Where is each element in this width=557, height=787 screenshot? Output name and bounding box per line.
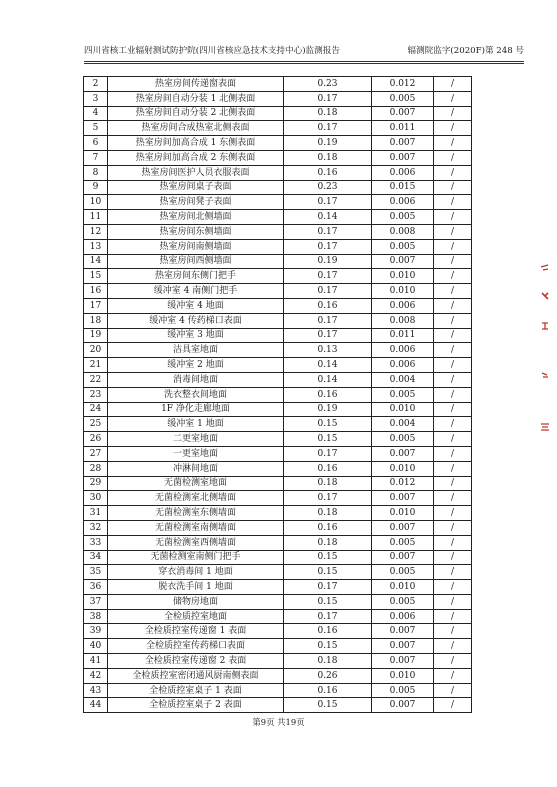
- table-row: [84, 372, 472, 387]
- measurement-location-cell: 热室房间合成热室北侧表面: [108, 121, 284, 136]
- gamma-dose-rate-cell: 0.19: [284, 402, 372, 417]
- row-number-cell: 33: [84, 535, 108, 550]
- row-number-cell: 41: [84, 654, 108, 669]
- row-number-cell: 13: [84, 239, 108, 254]
- table-row: [84, 313, 472, 328]
- measurement-location-cell: 无菌检测室北侧墙面: [108, 491, 284, 506]
- header-rule: [84, 61, 524, 62]
- row-number-cell: 32: [84, 520, 108, 535]
- remarks-cell: /: [434, 298, 472, 313]
- row-number-cell: 11: [84, 210, 108, 225]
- seal-mark-fragment: [540, 262, 550, 272]
- surface-contamination-cell: 0.006: [372, 358, 434, 373]
- measurement-location-cell: 热室房间加高合成 1 东侧表面: [108, 136, 284, 151]
- gamma-dose-rate-cell: 0.19: [284, 254, 372, 269]
- row-number-cell: 12: [84, 224, 108, 239]
- surface-contamination-cell: 0.005: [372, 683, 434, 698]
- surface-contamination-cell: 0.006: [372, 609, 434, 624]
- gamma-dose-rate-cell: 0.15: [284, 432, 372, 447]
- table-row: [84, 195, 472, 210]
- measurement-location-cell: 缓冲室 4 传药梯口表面: [108, 313, 284, 328]
- remarks-cell: /: [434, 491, 472, 506]
- measurement-location-cell: 冲淋间地面: [108, 461, 284, 476]
- measurement-location-cell: 储物房地面: [108, 594, 284, 609]
- remarks-cell: /: [434, 136, 472, 151]
- table-row: [84, 639, 472, 654]
- gamma-dose-rate-cell: 0.17: [284, 269, 372, 284]
- remarks-cell: /: [434, 461, 472, 476]
- gamma-dose-rate-cell: 0.14: [284, 210, 372, 225]
- row-number-cell: 10: [84, 195, 108, 210]
- measurement-location-cell: 缓冲室 3 地面: [108, 328, 284, 343]
- remarks-cell: /: [434, 224, 472, 239]
- measurement-location-cell: 无菌检测室地面: [108, 476, 284, 491]
- gamma-dose-rate-cell: 0.17: [284, 609, 372, 624]
- table-row: [84, 284, 472, 299]
- table-row: [84, 446, 472, 461]
- seal-mark-fragment: [540, 422, 550, 432]
- gamma-dose-rate-cell: 0.23: [284, 180, 372, 195]
- surface-contamination-cell: 0.011: [372, 328, 434, 343]
- surface-contamination-cell: 0.006: [372, 343, 434, 358]
- surface-contamination-cell: 0.010: [372, 580, 434, 595]
- table-row: [84, 121, 472, 136]
- surface-contamination-cell: 0.005: [372, 594, 434, 609]
- measurement-location-cell: 洁具室地面: [108, 343, 284, 358]
- page-number: 第9页 共19页: [252, 717, 305, 727]
- row-number-cell: 8: [84, 165, 108, 180]
- row-number-cell: 27: [84, 446, 108, 461]
- row-number-cell: 22: [84, 372, 108, 387]
- gamma-dose-rate-cell: 0.17: [284, 446, 372, 461]
- measurement-location-cell: 缓冲室 1 地面: [108, 417, 284, 432]
- row-number-cell: 20: [84, 343, 108, 358]
- row-number-cell: 42: [84, 668, 108, 683]
- gamma-dose-rate-cell: 0.16: [284, 624, 372, 639]
- measurement-location-cell: 无菌检测室南侧墙面: [108, 520, 284, 535]
- row-number-cell: 38: [84, 609, 108, 624]
- gamma-dose-rate-cell: 0.17: [284, 580, 372, 595]
- surface-contamination-cell: 0.005: [372, 432, 434, 447]
- remarks-cell: /: [434, 476, 472, 491]
- surface-contamination-cell: 0.015: [372, 180, 434, 195]
- gamma-dose-rate-cell: 0.16: [284, 387, 372, 402]
- table-row: [84, 91, 472, 106]
- row-number-cell: 35: [84, 565, 108, 580]
- row-number-cell: 39: [84, 624, 108, 639]
- gamma-dose-rate-cell: 0.17: [284, 284, 372, 299]
- row-number-cell: 40: [84, 639, 108, 654]
- table-row: [84, 106, 472, 121]
- measurement-location-cell: 热室房间自动分装 1 北侧表面: [108, 91, 284, 106]
- surface-contamination-cell: 0.010: [372, 668, 434, 683]
- measurement-location-cell: 全检质控室密闭通风厨南侧表面: [108, 668, 284, 683]
- remarks-cell: /: [434, 372, 472, 387]
- surface-contamination-cell: 0.005: [372, 239, 434, 254]
- remarks-cell: /: [434, 284, 472, 299]
- report-header: [84, 44, 524, 58]
- measurement-location-cell: 缓冲室 4 南侧门把手: [108, 284, 284, 299]
- row-number-cell: 37: [84, 594, 108, 609]
- table-row: [84, 580, 472, 595]
- surface-contamination-cell: 0.005: [372, 210, 434, 225]
- surface-contamination-cell: 0.010: [372, 269, 434, 284]
- remarks-cell: /: [434, 328, 472, 343]
- measurement-location-cell: 热室房间自动分装 2 北侧表面: [108, 106, 284, 121]
- header-institute: 四川省核工业辐射测试防护院(四川省核应急技术支持中心)监测报告: [84, 46, 340, 56]
- gamma-dose-rate-cell: 0.18: [284, 476, 372, 491]
- table-row: [84, 535, 472, 550]
- table-row: [84, 298, 472, 313]
- table-row: [84, 417, 472, 432]
- surface-contamination-cell: 0.007: [372, 654, 434, 669]
- measurement-location-cell: 脱衣洗手间 1 地面: [108, 580, 284, 595]
- remarks-cell: /: [434, 180, 472, 195]
- surface-contamination-cell: 0.007: [372, 550, 434, 565]
- remarks-cell: /: [434, 535, 472, 550]
- row-number-cell: 29: [84, 476, 108, 491]
- measurement-location-cell: 穿衣消毒间 1 地面: [108, 565, 284, 580]
- row-number-cell: 24: [84, 402, 108, 417]
- table-row: [84, 269, 472, 284]
- gamma-dose-rate-cell: 0.16: [284, 683, 372, 698]
- surface-contamination-cell: 0.007: [372, 639, 434, 654]
- remarks-cell: /: [434, 639, 472, 654]
- surface-contamination-cell: 0.006: [372, 298, 434, 313]
- table-row: [84, 476, 472, 491]
- gamma-dose-rate-cell: 0.15: [284, 594, 372, 609]
- row-number-cell: 5: [84, 121, 108, 136]
- gamma-dose-rate-cell: 0.13: [284, 343, 372, 358]
- gamma-dose-rate-cell: 0.15: [284, 698, 372, 713]
- table-row: [84, 328, 472, 343]
- header-report-number: 辐测院监字(2020F)第 248 号: [407, 46, 524, 56]
- gamma-dose-rate-cell: 0.16: [284, 520, 372, 535]
- remarks-cell: /: [434, 77, 472, 92]
- surface-contamination-cell: 0.010: [372, 284, 434, 299]
- measurement-location-cell: 全检质控室传药梯口表面: [108, 639, 284, 654]
- measurement-location-cell: 全检质控室地面: [108, 609, 284, 624]
- gamma-dose-rate-cell: 0.14: [284, 358, 372, 373]
- remarks-cell: /: [434, 269, 472, 284]
- surface-contamination-cell: 0.007: [372, 446, 434, 461]
- remarks-cell: /: [434, 239, 472, 254]
- remarks-cell: /: [434, 195, 472, 210]
- table-row: [84, 224, 472, 239]
- remarks-cell: /: [434, 402, 472, 417]
- measurement-location-cell: 无菌检测室西侧墙面: [108, 535, 284, 550]
- gamma-dose-rate-cell: 0.17: [284, 121, 372, 136]
- gamma-dose-rate-cell: 0.17: [284, 328, 372, 343]
- gamma-dose-rate-cell: 0.15: [284, 565, 372, 580]
- measurement-location-cell: 热室房间桌子表面: [108, 180, 284, 195]
- surface-contamination-cell: 0.007: [372, 136, 434, 151]
- remarks-cell: /: [434, 210, 472, 225]
- row-number-cell: 36: [84, 580, 108, 595]
- remarks-cell: /: [434, 417, 472, 432]
- measurement-location-cell: 洗衣整衣间地面: [108, 387, 284, 402]
- gamma-dose-rate-cell: 0.19: [284, 136, 372, 151]
- row-number-cell: 23: [84, 387, 108, 402]
- row-number-cell: 17: [84, 298, 108, 313]
- table-row: [84, 180, 472, 195]
- table-row: [84, 550, 472, 565]
- surface-contamination-cell: 0.007: [372, 106, 434, 121]
- surface-contamination-cell: 0.004: [372, 417, 434, 432]
- row-number-cell: 18: [84, 313, 108, 328]
- gamma-dose-rate-cell: 0.15: [284, 639, 372, 654]
- measurement-location-cell: 全检质控室传递窗 1 表面: [108, 624, 284, 639]
- table-row: [84, 520, 472, 535]
- surface-contamination-cell: 0.005: [372, 387, 434, 402]
- gamma-dose-rate-cell: 0.17: [284, 224, 372, 239]
- gamma-dose-rate-cell: 0.17: [284, 313, 372, 328]
- seal-mark-fragment: [540, 291, 550, 301]
- gamma-dose-rate-cell: 0.17: [284, 239, 372, 254]
- remarks-cell: /: [434, 550, 472, 565]
- row-number-cell: 26: [84, 432, 108, 447]
- gamma-dose-rate-cell: 0.18: [284, 654, 372, 669]
- seal-mark-fragment: [540, 320, 550, 330]
- measurement-location-cell: 二更室地面: [108, 432, 284, 447]
- surface-contamination-cell: 0.012: [372, 77, 434, 92]
- remarks-cell: /: [434, 594, 472, 609]
- table-row: [84, 668, 472, 683]
- remarks-cell: /: [434, 580, 472, 595]
- row-number-cell: 2: [84, 77, 108, 92]
- gamma-dose-rate-cell: 0.23: [284, 77, 372, 92]
- measurement-location-cell: 全检质控室传递窗 2 表面: [108, 654, 284, 669]
- measurement-location-cell: 消毒间地面: [108, 372, 284, 387]
- row-number-cell: 19: [84, 328, 108, 343]
- row-number-cell: 31: [84, 506, 108, 521]
- table-row: [84, 387, 472, 402]
- measurement-table: [83, 76, 472, 713]
- remarks-cell: /: [434, 313, 472, 328]
- remarks-cell: /: [434, 565, 472, 580]
- measurement-location-cell: 热室房间东侧门把手: [108, 269, 284, 284]
- seal-mark-fragment: [540, 369, 550, 379]
- surface-contamination-cell: 0.007: [372, 491, 434, 506]
- gamma-dose-rate-cell: 0.18: [284, 535, 372, 550]
- remarks-cell: /: [434, 387, 472, 402]
- gamma-dose-rate-cell: 0.18: [284, 150, 372, 165]
- row-number-cell: 28: [84, 461, 108, 476]
- surface-contamination-cell: 0.010: [372, 461, 434, 476]
- measurement-location-cell: 热室房间东侧墙面: [108, 224, 284, 239]
- surface-contamination-cell: 0.005: [372, 91, 434, 106]
- gamma-dose-rate-cell: 0.15: [284, 417, 372, 432]
- row-number-cell: 25: [84, 417, 108, 432]
- surface-contamination-cell: 0.011: [372, 121, 434, 136]
- gamma-dose-rate-cell: 0.17: [284, 91, 372, 106]
- table-row: [84, 624, 472, 639]
- measurement-location-cell: 热室房间南侧墙面: [108, 239, 284, 254]
- gamma-dose-rate-cell: 0.15: [284, 550, 372, 565]
- measurement-location-cell: 全检质控室桌子 2 表面: [108, 698, 284, 713]
- table-row: [84, 698, 472, 713]
- measurement-location-cell: 全检质控室桌子 1 表面: [108, 683, 284, 698]
- remarks-cell: /: [434, 254, 472, 269]
- table-row: [84, 491, 472, 506]
- row-number-cell: 4: [84, 106, 108, 121]
- table-row: [84, 165, 472, 180]
- surface-contamination-cell: 0.007: [372, 624, 434, 639]
- gamma-dose-rate-cell: 0.18: [284, 506, 372, 521]
- row-number-cell: 43: [84, 683, 108, 698]
- measurement-location-cell: 热室房间凳子表面: [108, 195, 284, 210]
- table-row: [84, 343, 472, 358]
- remarks-cell: /: [434, 654, 472, 669]
- measurement-location-cell: 热室房间加高合成 2 东侧表面: [108, 150, 284, 165]
- table-row: [84, 254, 472, 269]
- table-row: [84, 136, 472, 151]
- surface-contamination-cell: 0.006: [372, 195, 434, 210]
- measurement-table-body: [84, 77, 472, 713]
- remarks-cell: /: [434, 624, 472, 639]
- row-number-cell: 16: [84, 284, 108, 299]
- row-number-cell: 34: [84, 550, 108, 565]
- remarks-cell: /: [434, 668, 472, 683]
- measurement-location-cell: 热室房间医护人员衣服表面: [108, 165, 284, 180]
- table-row: [84, 565, 472, 580]
- surface-contamination-cell: 0.004: [372, 372, 434, 387]
- remarks-cell: /: [434, 506, 472, 521]
- surface-contamination-cell: 0.012: [372, 476, 434, 491]
- table-row: [84, 594, 472, 609]
- table-row: [84, 506, 472, 521]
- measurement-location-cell: 无菌检测室南侧门把手: [108, 550, 284, 565]
- table-row: [84, 461, 472, 476]
- remarks-cell: /: [434, 446, 472, 461]
- row-number-cell: 9: [84, 180, 108, 195]
- gamma-dose-rate-cell: 0.16: [284, 165, 372, 180]
- row-number-cell: 21: [84, 358, 108, 373]
- gamma-dose-rate-cell: 0.17: [284, 195, 372, 210]
- table-row: [84, 77, 472, 92]
- surface-contamination-cell: 0.007: [372, 698, 434, 713]
- gamma-dose-rate-cell: 0.26: [284, 668, 372, 683]
- remarks-cell: /: [434, 358, 472, 373]
- gamma-dose-rate-cell: 0.14: [284, 372, 372, 387]
- remarks-cell: /: [434, 150, 472, 165]
- remarks-cell: /: [434, 432, 472, 447]
- row-number-cell: 30: [84, 491, 108, 506]
- remarks-cell: /: [434, 165, 472, 180]
- surface-contamination-cell: 0.007: [372, 150, 434, 165]
- remarks-cell: /: [434, 683, 472, 698]
- table-row: [84, 150, 472, 165]
- gamma-dose-rate-cell: 0.17: [284, 491, 372, 506]
- table-row: [84, 402, 472, 417]
- table-row: [84, 683, 472, 698]
- table-row: [84, 358, 472, 373]
- remarks-cell: /: [434, 520, 472, 535]
- remarks-cell: /: [434, 91, 472, 106]
- table-row: [84, 432, 472, 447]
- row-number-cell: 7: [84, 150, 108, 165]
- measurement-location-cell: 热室房间西侧墙面: [108, 254, 284, 269]
- measurement-location-cell: 缓冲室 2 地面: [108, 358, 284, 373]
- measurement-location-cell: 热室房间北侧墙面: [108, 210, 284, 225]
- surface-contamination-cell: 0.005: [372, 535, 434, 550]
- surface-contamination-cell: 0.010: [372, 506, 434, 521]
- gamma-dose-rate-cell: 0.16: [284, 461, 372, 476]
- remarks-cell: /: [434, 343, 472, 358]
- measurement-location-cell: 热室房间传递窗表面: [108, 77, 284, 92]
- surface-contamination-cell: 0.007: [372, 254, 434, 269]
- measurement-location-cell: 1F 净化走廊地面: [108, 402, 284, 417]
- row-number-cell: 15: [84, 269, 108, 284]
- table-row: [84, 654, 472, 669]
- surface-contamination-cell: 0.010: [372, 402, 434, 417]
- gamma-dose-rate-cell: 0.16: [284, 298, 372, 313]
- measurement-location-cell: 一更室地面: [108, 446, 284, 461]
- measurement-location-cell: 无菌检测室东侧墙面: [108, 506, 284, 521]
- row-number-cell: 14: [84, 254, 108, 269]
- table-row: [84, 210, 472, 225]
- remarks-cell: /: [434, 106, 472, 121]
- surface-contamination-cell: 0.008: [372, 313, 434, 328]
- table-row: [84, 609, 472, 624]
- header-rule-thin: [84, 63, 524, 64]
- surface-contamination-cell: 0.008: [372, 224, 434, 239]
- measurement-location-cell: 缓冲室 4 地面: [108, 298, 284, 313]
- table-row: [84, 239, 472, 254]
- row-number-cell: 3: [84, 91, 108, 106]
- remarks-cell: /: [434, 121, 472, 136]
- surface-contamination-cell: 0.006: [372, 165, 434, 180]
- remarks-cell: /: [434, 698, 472, 713]
- row-number-cell: 6: [84, 136, 108, 151]
- surface-contamination-cell: 0.007: [372, 520, 434, 535]
- gamma-dose-rate-cell: 0.18: [284, 106, 372, 121]
- remarks-cell: /: [434, 609, 472, 624]
- surface-contamination-cell: 0.005: [372, 565, 434, 580]
- row-number-cell: 44: [84, 698, 108, 713]
